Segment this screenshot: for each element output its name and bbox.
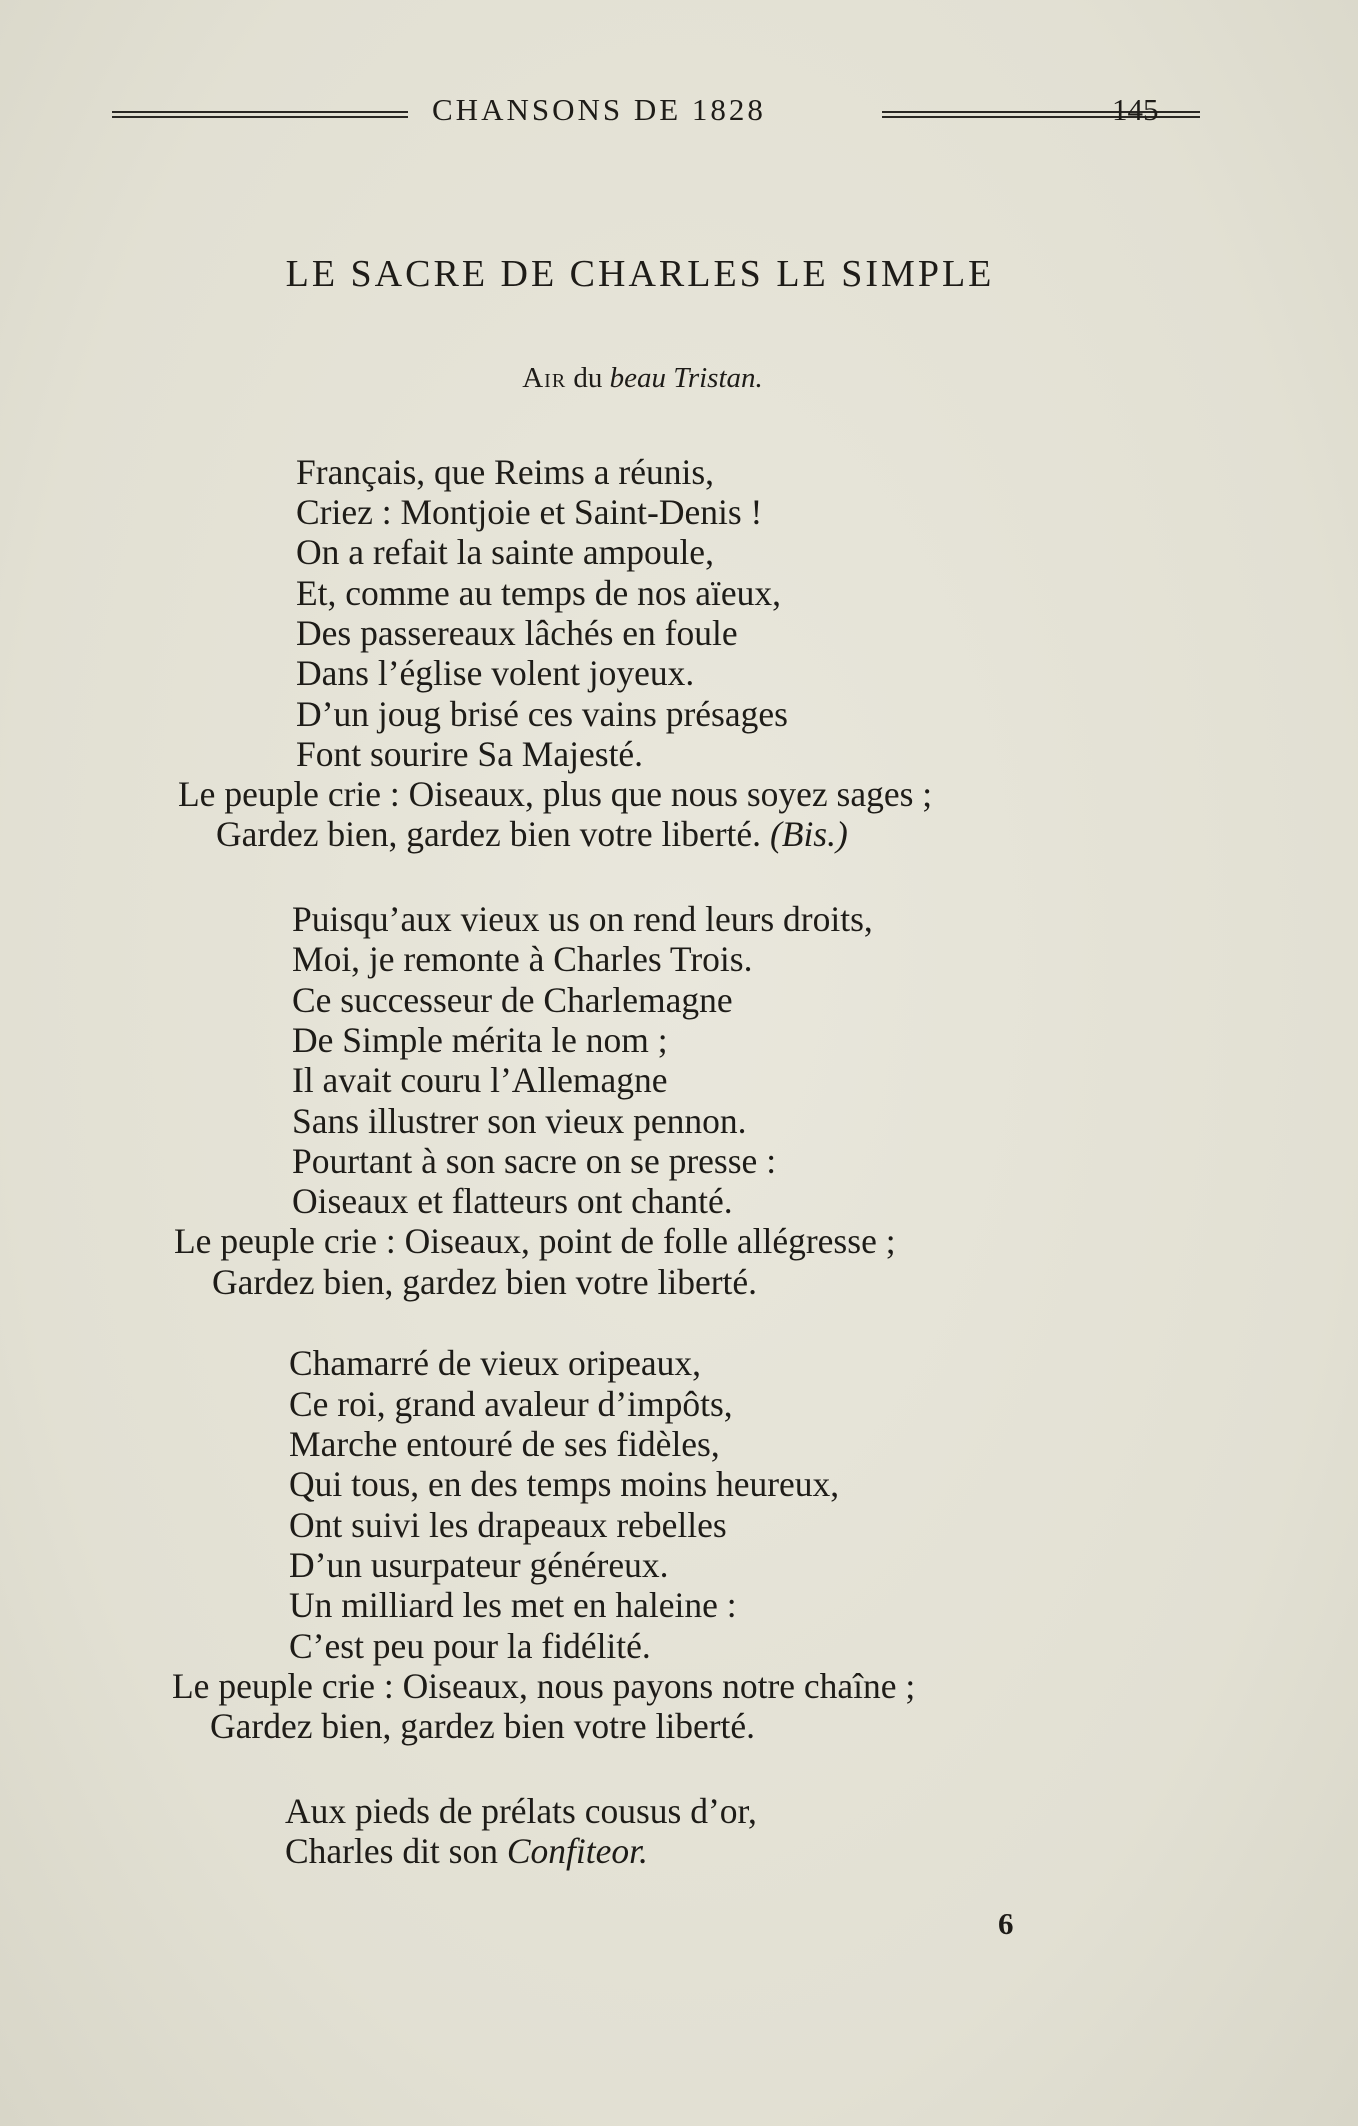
air-indication	[0, 362, 1285, 395]
verse-line: Pourtant à son sacre on se presse :	[292, 1141, 777, 1181]
verse-line: Moi, je remonte à Charles Trois.	[292, 939, 753, 979]
refrain-line: Gardez bien, gardez bien votre liberté.	[212, 1262, 758, 1302]
verse-line: Ont suivi les drapeaux rebelles	[289, 1505, 727, 1545]
refrain-text: Gardez bien, gardez bien votre liberté.	[216, 814, 762, 854]
verse-line: Dans l’église volent joyeux.	[296, 653, 695, 693]
verse-text: Charles dit son	[285, 1831, 498, 1871]
verse-line: De Simple mérita le nom ;	[292, 1020, 668, 1060]
signature-mark: 6	[998, 1906, 1014, 1941]
song-title: LE SACRE DE CHARLES LE SIMPLE	[285, 253, 995, 295]
page-number: 145	[1112, 92, 1159, 127]
verse-line: Aux pieds de prélats cousus d’or,	[285, 1791, 757, 1831]
verse-line: Marche entouré de ses fidèles,	[289, 1424, 720, 1464]
running-header	[112, 92, 1178, 138]
verse-line: Puisqu’aux vieux us on rend leurs droits,	[292, 899, 873, 939]
verse-line: D’un usurpateur généreux.	[289, 1545, 669, 1585]
verse-line: Chamarré de vieux oripeaux,	[289, 1343, 702, 1383]
air-du: du	[573, 362, 603, 394]
verse-line: Ce successeur de Charlemagne	[292, 980, 733, 1020]
verse-line: Français, que Reims a réunis,	[296, 452, 715, 492]
bis-mark: (Bis.)	[769, 814, 848, 854]
refrain-line: Le peuple crie : Oiseaux, point de folle allégresse ;	[174, 1221, 896, 1261]
verse-line: On a refait la sainte ampoule,	[296, 532, 714, 572]
running-title: CHANSONS DE 1828	[432, 92, 766, 127]
refrain-line: Le peuple crie : Oiseaux, nous payons notre chaîne ;	[172, 1666, 916, 1706]
air-name: beau Tristan.	[609, 362, 763, 394]
verse-line: Et, comme au temps de nos aïeux,	[296, 573, 782, 613]
verse-line: Un milliard les met en haleine :	[289, 1585, 737, 1625]
verse-line: Ce roi, grand avaleur d’impôts,	[289, 1384, 733, 1424]
verse-line: Oiseaux et flatteurs ont chanté.	[292, 1181, 733, 1221]
verse-line: Il avait couru l’Allemagne	[292, 1060, 668, 1100]
verse-line: Des passereaux lâchés en foule	[296, 613, 738, 653]
verse-line	[285, 1831, 648, 1871]
refrain-line: Gardez bien, gardez bien votre liberté.	[210, 1706, 756, 1746]
verse-line: C’est peu pour la fidélité.	[289, 1626, 651, 1666]
verse-line: Qui tous, en des temps moins heureux,	[289, 1464, 840, 1504]
verse-line: Sans illustrer son vieux pennon.	[292, 1101, 747, 1141]
verse-line: Font sourire Sa Majesté.	[296, 734, 644, 774]
latin-word: Confiteor.	[506, 1831, 648, 1871]
air-prefix: Air	[522, 362, 567, 394]
header-rule-left	[112, 111, 408, 118]
refrain-line	[216, 814, 848, 854]
verse-line: Criez : Montjoie et Saint-Denis !	[296, 492, 763, 532]
refrain-line: Le peuple crie : Oiseaux, plus que nous soyez sages ;	[178, 774, 933, 814]
verse-line: D’un joug brisé ces vains présages	[296, 694, 788, 734]
